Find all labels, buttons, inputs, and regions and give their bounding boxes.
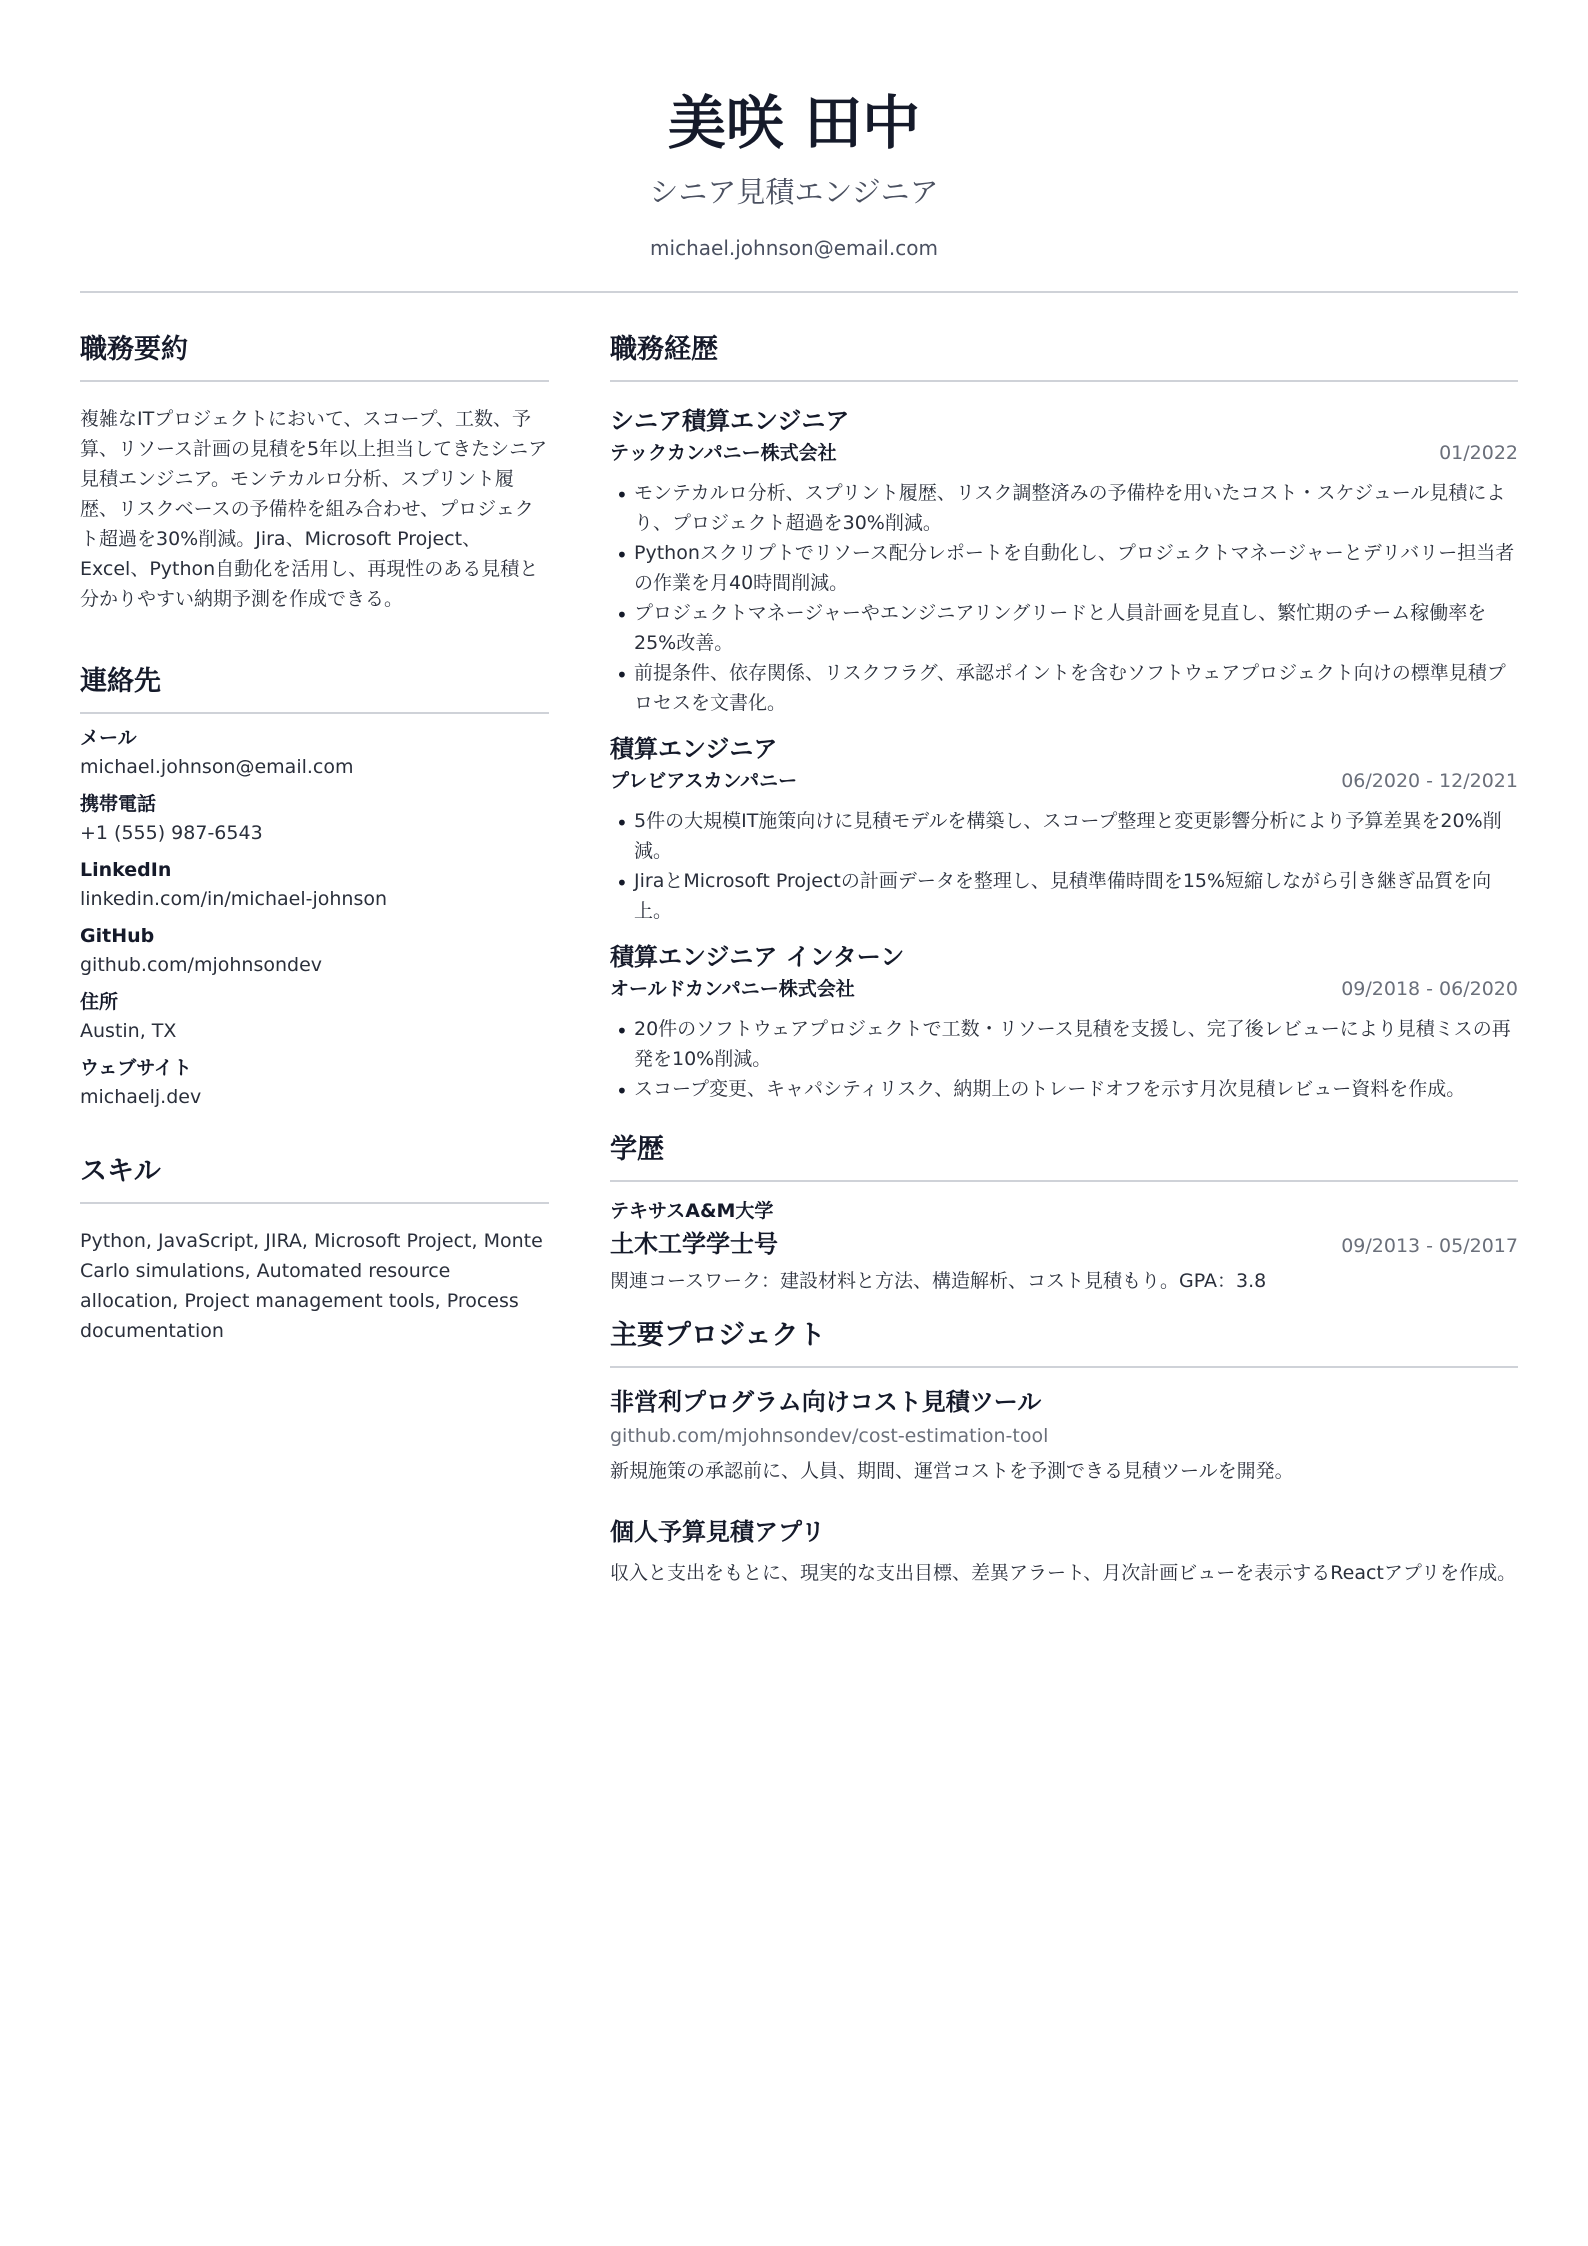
contact-item-website [80,1054,549,1112]
project-desc: 収入と支出をもとに、現実的な支出目標、差異アラート、月次計画ビューを表示するReactアプリを作成。 [610,1562,1517,1584]
job-bullet: • モンテカルロ分析、スプリント履歴、リスク調整済みの予備枠を用いたコスト・スケジュール見積により、プロジェクト超過を30%削減。 [610,478,1518,538]
job-position: 積算エンジニア [610,735,778,763]
job-bullet: • 前提条件、依存関係、リスクフラグ、承認ポイントを含むソフトウェアプロジェクト向けの標準見積プロセスを文書化。 [610,658,1518,718]
contact-item-email [80,724,549,782]
contact-linkedin[interactable]: linkedin.com/in/michael-johnson [80,888,388,910]
education-heading: 学歴 [610,1130,1518,1182]
job-bullet: • スコープ変更、キャパシティリスク、納期上のトレードオフを示す月次見積レビュー資料を作成。 [610,1074,1518,1104]
contact-label: LinkedIn [80,859,172,881]
project-entry [610,1384,1518,1486]
contact-label: GitHub [80,925,155,947]
edu-school: テキサスA&M大学 [610,1200,774,1222]
job-bullet: • Pythonスクリプトでリソース配分レポートを自動化し、プロジェクトマネージャーとデリバリー担当者の作業を月40時間削減。 [610,538,1518,598]
project-entry [610,1514,1518,1588]
contact-address: Austin, TX [80,1020,177,1042]
contact-item-address [80,988,549,1046]
contact-item-phone [80,790,549,848]
job-title: シニア見積エンジニア [649,175,939,209]
contact-label: 住所 [80,991,119,1013]
job-bullet: • プロジェクトマネージャーやエンジニアリングリードと人員計画を見直し、繁忙期のチーム稼働率を25%改善。 [610,598,1518,658]
skills-heading: スキル [80,1152,549,1204]
left-column [80,330,549,1346]
edu-degree: 土木工学学士号 [610,1230,778,1258]
contact-item-linkedin [80,856,549,914]
project-desc: 新規施策の承認前に、人員、期間、運営コストを予測できる見積ツールを開発。 [610,1460,1294,1482]
job-bullets [610,478,1518,718]
right-column [610,330,1518,1588]
contact-phone[interactable]: +1 (555) 987-6543 [80,822,263,844]
edu-detail: 関連コースワーク：建設材料と方法、構造解析、コスト見積もり。GPA：3.8 [610,1270,1267,1292]
skills-text: Python, JavaScript, JIRA, Microsoft Project, Monte Carlo simulations, Automated resource allocation, Project management tools, Process documentation [80,1230,543,1342]
contact-label: 携帯電話 [80,793,157,815]
job-bullets [610,806,1518,926]
job-date: 06/2020 - 12/2021 [1341,770,1518,792]
contact-website[interactable]: michaelj.dev [80,1086,202,1108]
job-bullets [610,1014,1518,1104]
summary-text: 複雑なITプロジェクトにおいて、スコープ、工数、予算、リソース計画の見積を5年以上担当してきたシニア見積エンジニア。モンテカルロ分析、スプリント履歴、リスクベースの予備枠を組み合わせ、プロジェクト超過を30%削減。Jira、Microsoft Project、Excel、Python自動化を活用し、再現性のある見積と分かりやすい納期予測を作成できる。 [80,408,548,610]
education-section [610,1130,1518,1296]
contact-heading: 連絡先 [80,662,549,714]
candidate-name: 美咲 田中 [667,89,921,157]
job-company: オールドカンパニー株式会社 [610,978,855,1000]
contact-email[interactable]: michael.johnson@email.com [80,756,354,778]
contact-github[interactable]: github.com/mjohnsondev [80,954,323,976]
job-bullet: • 5件の大規模IT施策向けに見積モデルを構築し、スコープ整理と変更影響分析により予算差異を20%削減。 [610,806,1518,866]
projects-section [610,1316,1518,1588]
contact-section [80,662,549,1112]
experience-section [610,330,1518,1104]
job-position: 積算エンジニア インターン [610,943,905,971]
project-title: 個人予算見積アプリ [610,1518,826,1546]
contact-label: メール [80,727,137,749]
header-email[interactable]: michael.johnson@email.com [650,236,938,260]
contact-item-github [80,922,549,980]
edu-date: 09/2013 - 05/2017 [1341,1235,1518,1257]
project-link[interactable]: github.com/mjohnsondev/cost-estimation-tool [610,1425,1049,1447]
job-bullet: • 20件のソフトウェアプロジェクトで工数・リソース見積を支援し、完了後レビューにより見積ミスの再発を10%削減。 [610,1014,1518,1074]
job-company: テックカンパニー株式会社 [610,442,837,464]
summary-section [80,330,549,614]
skills-section [80,1152,549,1346]
contact-label: ウェブサイト [80,1057,192,1079]
experience-heading: 職務経歴 [610,330,1518,382]
job-date: 09/2018 - 06/2020 [1341,978,1518,1000]
job-entry [610,940,1518,1104]
job-position: シニア積算エンジニア [610,407,850,435]
job-entry [610,732,1518,926]
project-title: 非営利プログラム向けコスト見積ツール [610,1388,1042,1416]
job-date: 01/2022 [1439,442,1518,464]
summary-heading: 職務要約 [80,330,549,382]
job-bullet: • JiraとMicrosoft Projectの計画データを整理し、見積準備時間を15%短縮しながら引き継ぎ品質を向上。 [610,866,1518,926]
header-divider [80,291,1518,293]
projects-heading: 主要プロジェクト [610,1316,1518,1368]
job-company: プレビアスカンパニー [610,770,798,792]
job-entry [610,404,1518,718]
